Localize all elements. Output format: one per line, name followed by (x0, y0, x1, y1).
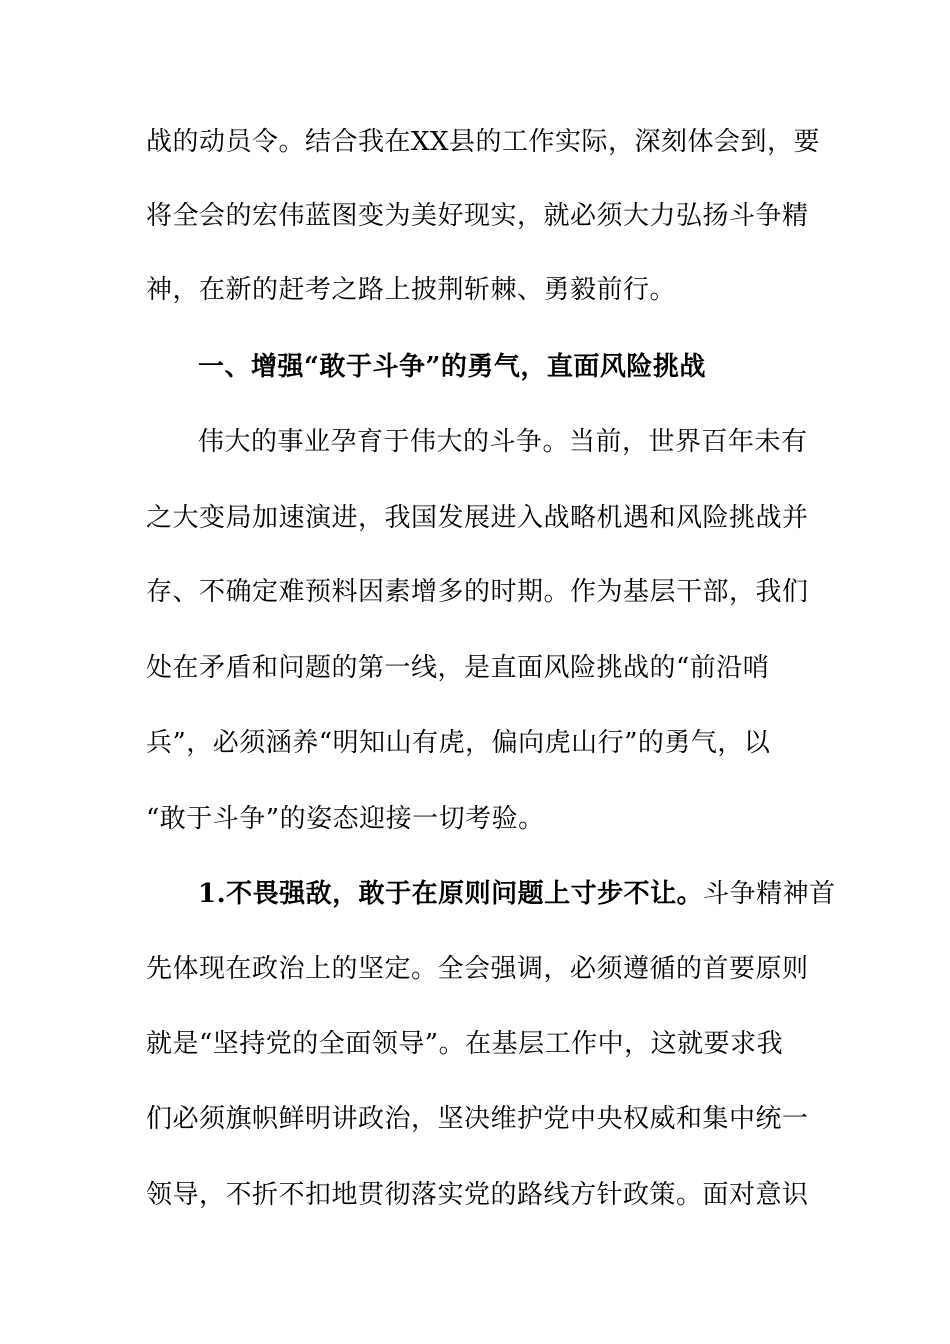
paragraph-line: “敢于斗争”的姿态迎接一切考验。 (146, 804, 545, 834)
subheading-bold: 1.不畏强敌，敢于在原则问题上寸步不让。 (198, 879, 704, 909)
paragraph-line: 们必须旗帜鲜明讲政治，坚决维护党中央权威和集中统一 (146, 1104, 809, 1134)
section-heading: 一、增强“敢于斗争”的勇气，直面风险挑战 (198, 352, 706, 382)
paragraph-line: 伟大的事业孕育于伟大的斗争。当前，世界百年未有 (198, 427, 808, 457)
paragraph-line: 处在矛盾和问题的第一线，是直面风险挑战的“前沿哨 (146, 653, 770, 683)
paragraph-line: 战的动员令。结合我在XX县的工作实际，深刻体会到，要 (146, 127, 821, 157)
paragraph-line: 兵”，必须涵养“明知山有虎，偏向虎山行”的勇气，以 (146, 728, 771, 758)
paragraph-line (198, 876, 878, 912)
paragraph-line: 之大变局加速演进，我国发展进入战略机遇和风险挑战并 (146, 503, 809, 533)
paragraph-line: 领导，不折不扣地贯彻落实党的路线方针政策。面对意识 (146, 1180, 809, 1210)
paragraph-line: 将全会的宏伟蓝图变为美好现实，就必须大力弘扬斗争精 (146, 201, 809, 231)
paragraph-line: 神，在新的赶考之路上披荆斩棘、勇毅前行。 (146, 275, 677, 305)
paragraph-text: 斗争精神首 (703, 879, 836, 909)
paragraph-line: 存、不确定难预料因素增多的时期。作为基层干部，我们 (146, 577, 809, 607)
paragraph-line: 先体现在政治上的坚定。全会强调，必须遵循的首要原则 (146, 954, 809, 984)
paragraph-line: 就是“坚持党的全面领导”。在基层工作中，这就要求我 (146, 1029, 784, 1059)
